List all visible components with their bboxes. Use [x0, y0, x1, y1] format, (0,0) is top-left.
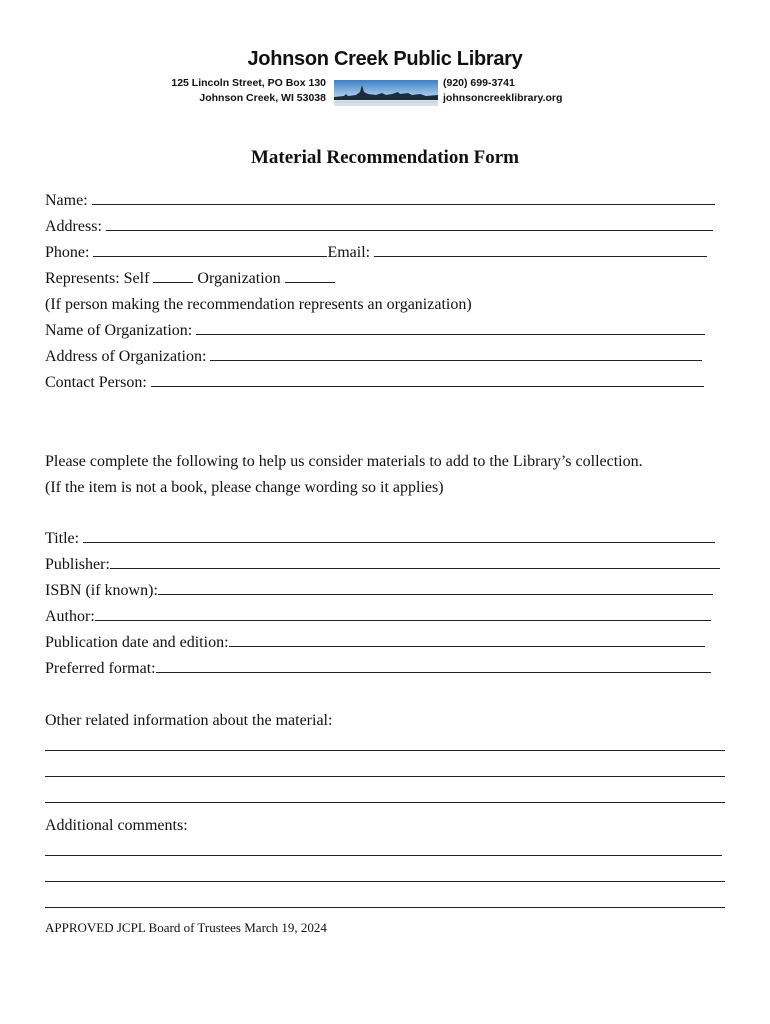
org-address-row: [45, 346, 702, 368]
author-field[interactable]: [95, 606, 711, 621]
library-address: [171, 76, 326, 106]
title-field[interactable]: [83, 528, 715, 543]
pub-date-label: Publication date and edition:: [45, 634, 229, 651]
organization-label: Organization: [197, 270, 281, 287]
format-label: Preferred format:: [45, 660, 156, 677]
phone-email-row: [45, 242, 707, 264]
approval-footer: APPROVED JCPL Board of Trustees March 19, 2024: [45, 920, 327, 935]
comments-line-3: [45, 893, 725, 915]
pub-date-field[interactable]: [229, 632, 705, 647]
title-label: Title:: [45, 530, 80, 547]
comments-field-1[interactable]: [45, 841, 722, 856]
email-field[interactable]: [374, 242, 707, 257]
name-row: [45, 190, 715, 212]
comments-field-2[interactable]: [45, 867, 725, 882]
contact-person-row: [45, 372, 704, 394]
self-field[interactable]: [153, 268, 193, 283]
address-field[interactable]: [106, 216, 713, 231]
address-row: [45, 216, 713, 238]
comments-label: Additional comments:: [45, 817, 188, 834]
comments-line-1: [45, 841, 722, 863]
format-field[interactable]: [156, 658, 711, 673]
organization-note: (If person making the recommendation represents an organization): [45, 296, 472, 313]
comments-field-3[interactable]: [45, 893, 725, 908]
represents-label: Represents: Self: [45, 270, 150, 287]
instructions-line-2: (If the item is not a book, please change wording so it applies): [45, 479, 444, 496]
library-phone: (920) 699-3741: [443, 77, 515, 89]
library-logo: [334, 80, 438, 106]
title-row: [45, 528, 715, 550]
instructions-line-1: Please complete the following to help us consider materials to add to the Library’s collection.: [45, 453, 643, 470]
org-name-row: [45, 320, 705, 342]
library-website: johnsoncreeklibrary.org: [443, 92, 563, 104]
name-field[interactable]: [92, 190, 715, 205]
pub-date-row: [45, 632, 705, 654]
contact-person-label: Contact Person:: [45, 374, 147, 391]
isbn-label: ISBN (if known):: [45, 582, 158, 599]
publisher-label: Publisher:: [45, 556, 110, 573]
isbn-field[interactable]: [158, 580, 713, 595]
other-info-line-3: [45, 788, 725, 810]
other-info-line-2: [45, 762, 725, 784]
library-name: Johnson Creek Public Library: [247, 48, 523, 70]
address-line-2: Johnson Creek, WI 53038: [199, 92, 326, 104]
form-title: Material Recommendation Form: [250, 147, 520, 168]
org-name-label: Name of Organization:: [45, 322, 193, 339]
format-row: [45, 658, 711, 680]
phone-field[interactable]: [93, 242, 327, 257]
represents-row: [45, 268, 335, 290]
other-info-line-1: [45, 736, 725, 758]
other-info-label: Other related information about the material:: [45, 712, 333, 729]
other-info-field-1[interactable]: [45, 736, 725, 751]
publisher-field[interactable]: [110, 554, 720, 569]
author-row: [45, 606, 711, 628]
address-line-1: 125 Lincoln Street, PO Box 130: [171, 77, 326, 89]
comments-line-2: [45, 867, 725, 889]
library-contact: [443, 76, 562, 106]
org-address-field[interactable]: [210, 346, 702, 361]
phone-label: Phone:: [45, 244, 90, 261]
name-label: Name:: [45, 192, 88, 209]
author-label: Author:: [45, 608, 95, 625]
publisher-row: [45, 554, 720, 576]
organization-field[interactable]: [285, 268, 335, 283]
address-label: Address:: [45, 218, 102, 235]
email-label: Email:: [327, 244, 371, 261]
contact-person-field[interactable]: [151, 372, 704, 387]
other-info-field-2[interactable]: [45, 762, 725, 777]
other-info-field-3[interactable]: [45, 788, 725, 803]
isbn-row: [45, 580, 713, 602]
org-address-label: Address of Organization:: [45, 348, 207, 365]
org-name-field[interactable]: [196, 320, 705, 335]
